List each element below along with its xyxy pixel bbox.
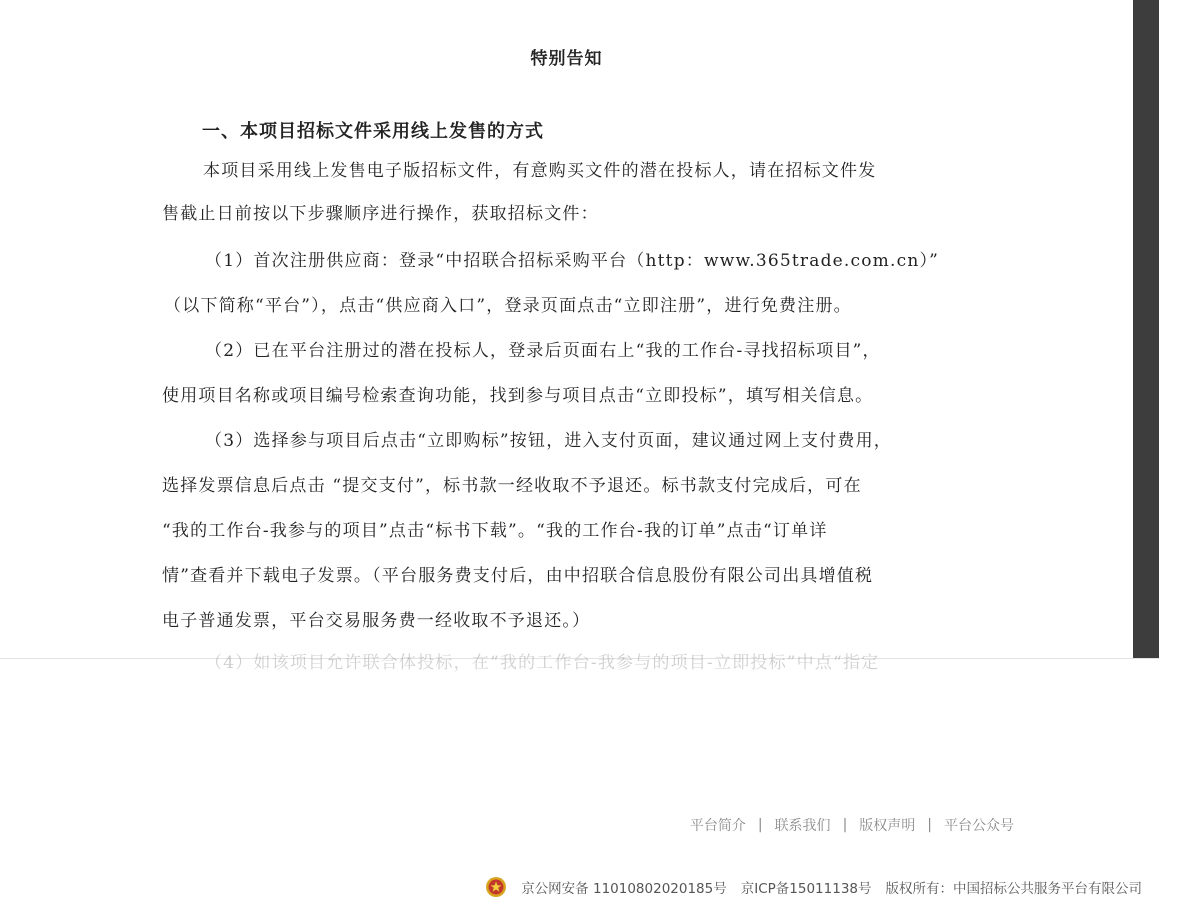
paragraph-line: （3）选择参与项目后点击“立即购标”按钮，进入支付页面，建议通过网上支付费用，: [205, 431, 892, 451]
section-heading: 一、本项目招标文件采用线上发售的方式: [202, 121, 544, 142]
copyright-text: 版权所有：中国招标公共服务平台有限公司: [885, 881, 1142, 897]
paragraph-line: 电子普通发票，平台交易服务费一经收取不予退还。）: [162, 611, 591, 631]
paragraph-line: 使用项目名称或项目编号检索查询功能，找到参与项目点击“立即投标”，填写相关信息。: [162, 386, 874, 406]
footer-separator: |: [842, 817, 848, 833]
footer-links: [690, 815, 1014, 835]
paragraph-line: 本项目采用线上发售电子版招标文件，有意购买文件的潜在投标人，请在招标文件发: [203, 161, 877, 181]
icp-record-link[interactable]: 京ICP备15011138号: [740, 881, 872, 897]
paragraph-line: 情”查看并下载电子发票。（平台服务费支付后，由中招联合信息股份有限公司出具增值税: [162, 566, 874, 586]
footer-link-about[interactable]: 平台简介: [689, 818, 746, 834]
paragraph-line: （2）已在平台注册过的潜在投标人，登录后页面右上“我的工作台-寻找招标项目”，: [205, 341, 881, 361]
footer-records: [485, 876, 1142, 898]
viewer-scrollbar[interactable]: [1133, 0, 1159, 658]
footer-link-copyright[interactable]: 版权声明: [859, 818, 916, 834]
paragraph-line: 售截止日前按以下步骤顺序进行操作，获取招标文件：: [162, 204, 599, 224]
police-record-link[interactable]: 京公网安备 11010802020185号: [521, 881, 727, 897]
paragraph-line: 选择发票信息后点击 “提交支付”，标书款一经收取不予退还。标书款支付完成后，可在: [162, 476, 862, 496]
footer-separator: |: [927, 817, 932, 833]
footer-link-contact[interactable]: 联系我们: [774, 818, 831, 834]
police-badge-icon: [485, 876, 507, 898]
document-title: 特别告知: [530, 49, 603, 69]
paragraph-line: （4）如该项目允许联合体投标，在“我的工作台-我参与的项目-立即投标”中点“指定: [205, 653, 880, 673]
footer-link-wechat[interactable]: 平台公众号: [944, 818, 1014, 834]
paragraph-line: （1）首次注册供应商：登录“中招联合招标采购平台（http：www.365trade.com.cn）”: [205, 251, 940, 271]
footer-separator: |: [757, 817, 763, 833]
paragraph-line: （以下简称“平台”），点击“供应商入口”，登录页面点击“立即注册”，进行免费注册。: [164, 296, 852, 316]
paragraph-line: “我的工作台-我参与的项目”点击“标书下载”。“我的工作台-我的订单”点击“订单详: [162, 521, 828, 541]
